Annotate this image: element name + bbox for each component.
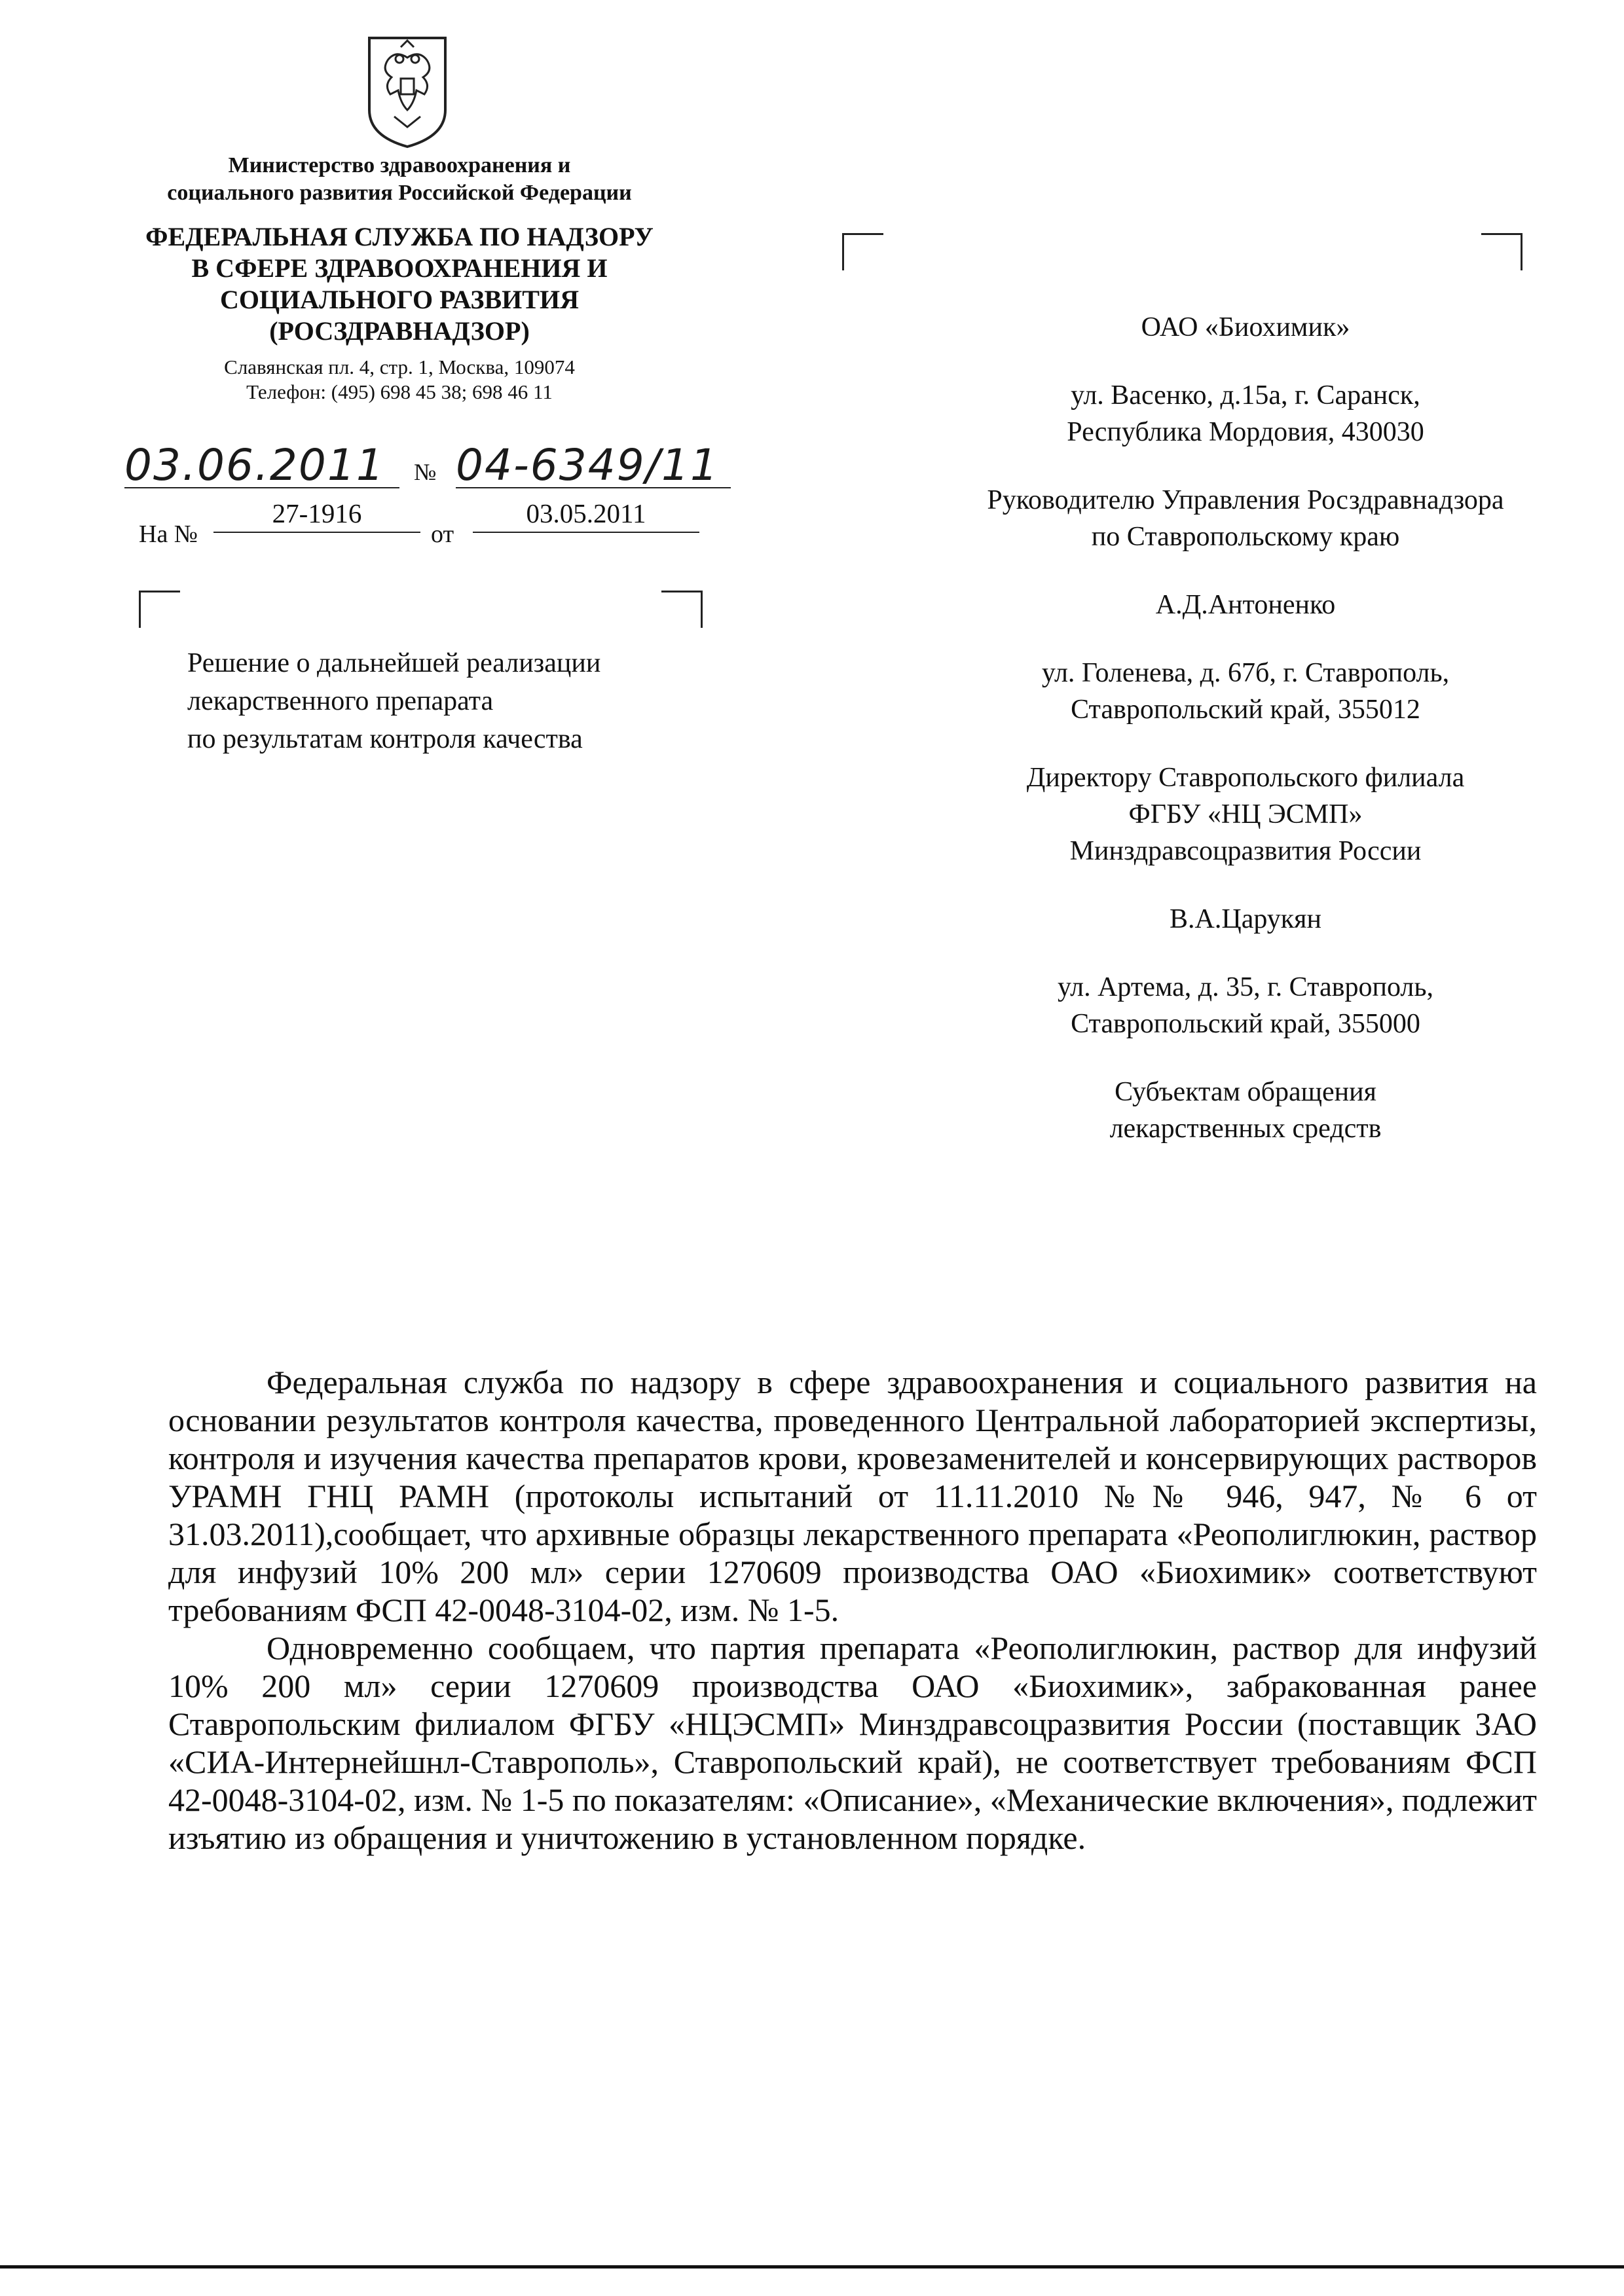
recipients-block <box>833 309 1624 1178</box>
outgoing-date-handwritten: 03.06.2011 <box>124 444 399 488</box>
recipient-line: Субъектам обращения <box>1115 1077 1376 1107</box>
recipient-line: Минздравсоцразвития России <box>1069 836 1422 866</box>
recipient-person <box>833 587 1624 623</box>
subject-bracket-right <box>661 591 703 628</box>
ministry-line: социального развития Российской Федерации <box>167 181 632 205</box>
recipient-line: ул. Голенева, д. 67б, г. Ставрополь, <box>1041 658 1450 688</box>
recipient-line: Ставропольский край, 355000 <box>1071 1009 1420 1039</box>
address-bracket-right <box>1481 233 1522 270</box>
service-address <box>98 355 701 405</box>
subject-line: по результатам контроля качества <box>187 724 583 754</box>
subject-bracket-left <box>139 591 180 628</box>
address-line: Телефон: (495) 698 45 38; 698 46 11 <box>246 380 553 403</box>
service-line: ФЕДЕРАЛЬНАЯ СЛУЖБА ПО НАДЗОРУ <box>145 222 654 251</box>
recipient-line: ул. Васенко, д.15а, г. Саранск, <box>1071 380 1420 410</box>
recipient-person <box>833 901 1624 938</box>
ministry-line: Министерство здравоохранения и <box>228 153 571 177</box>
recipient-org <box>833 1074 1624 1147</box>
subject-line: Решение о дальнейшей реализации <box>187 648 601 678</box>
reply-date-field: 03.05.2011 <box>473 499 699 533</box>
recipient-address <box>833 969 1624 1042</box>
number-sign: № <box>414 459 437 485</box>
body-paragraph: Одновременно сообщаем, что партия препарата «Реополиглюкин, раствор для инфузий 10% 200 мл» серии 1270609 производства ОАО «Биохимик», забракованная ранее Ставропольским филиалом ФГБУ «НЦЭСМП» Минздравсоцразвития России (поставщик ЗАО «СИА-Интернейшнл-Ставрополь», Ставропольский край), не соответствует требованиям ФСП 42-0048-3104-02, изм. № 1-5 по показателям: «Описание», «Механические включения», подлежит изъятию из обращения и уничтожению в установленном порядке. <box>168 1630 1537 1856</box>
recipient-line: Руководителю Управления Росздравнадзора <box>987 485 1504 515</box>
reply-number-field: 27-1916 <box>213 499 420 533</box>
recipient-line: лекарственных средств <box>1109 1114 1382 1144</box>
reply-number-label: На № <box>139 520 198 548</box>
service-line: (РОСЗДРАВНАДЗОР) <box>269 316 530 346</box>
service-name <box>98 221 701 347</box>
recipient-line: Республика Мордовия, 430030 <box>1067 417 1424 447</box>
page-bottom-rule <box>0 2265 1624 2269</box>
body-paragraph: Федеральная служба по надзору в сфере здравоохранения и социального развития на основании результатов контроля качества, проведенного Центральной лабораторией экспертизы, контроля и изучения качества препаратов крови, кровезаменителей и консервирующих растворов УРАМН ГНЦ РАМН (протоколы испытаний от 11.11.2010 №№ 946, 947, № 6 от 31.03.2011),сообщает, что архивные образцы лекарственного препарата «Реополиглюкин, раствор для инфузий 10% 200 мл» серии 1270609 производства ОАО «Биохимик» соответствуют требованиям ФСП 42-0048-3104-02, изм. № 1-5. <box>168 1364 1537 1628</box>
recipient-address <box>833 655 1624 728</box>
address-bracket-left <box>842 233 883 270</box>
recipient-line: ОАО «Биохимик» <box>1141 312 1350 342</box>
recipient-line: по Ставропольскому краю <box>1091 522 1400 552</box>
recipient-line: В.А.Царукян <box>1170 904 1321 934</box>
recipient-org <box>833 482 1624 555</box>
recipient-line: Ставропольский край, 355012 <box>1071 695 1420 725</box>
recipient-line: А.Д.Антоненко <box>1155 590 1336 620</box>
service-line: В СФЕРЕ ЗДРАВООХРАНЕНИЯ И <box>191 253 608 283</box>
outgoing-number-handwritten: 04-6349/11 <box>456 444 731 488</box>
letter-subject <box>187 644 750 758</box>
letter-body <box>168 1363 1537 1857</box>
service-line: СОЦИАЛЬНОГО РАЗВИТИЯ <box>220 285 579 314</box>
recipient-line: ФГБУ «НЦ ЭСМП» <box>1128 799 1363 829</box>
recipient-org <box>833 309 1624 346</box>
reply-date-label: от <box>431 520 454 548</box>
recipient-address <box>833 377 1624 450</box>
recipient-org <box>833 759 1624 869</box>
subject-line: лекарственного препарата <box>187 686 494 716</box>
coat-of-arms-emblem <box>361 31 453 149</box>
address-line: Славянская пл. 4, стр. 1, Москва, 109074 <box>224 355 575 378</box>
recipient-line: ул. Артема, д. 35, г. Ставрополь, <box>1057 972 1433 1002</box>
ministry-name <box>98 152 701 207</box>
recipient-line: Директору Ставропольского филиала <box>1026 763 1465 793</box>
